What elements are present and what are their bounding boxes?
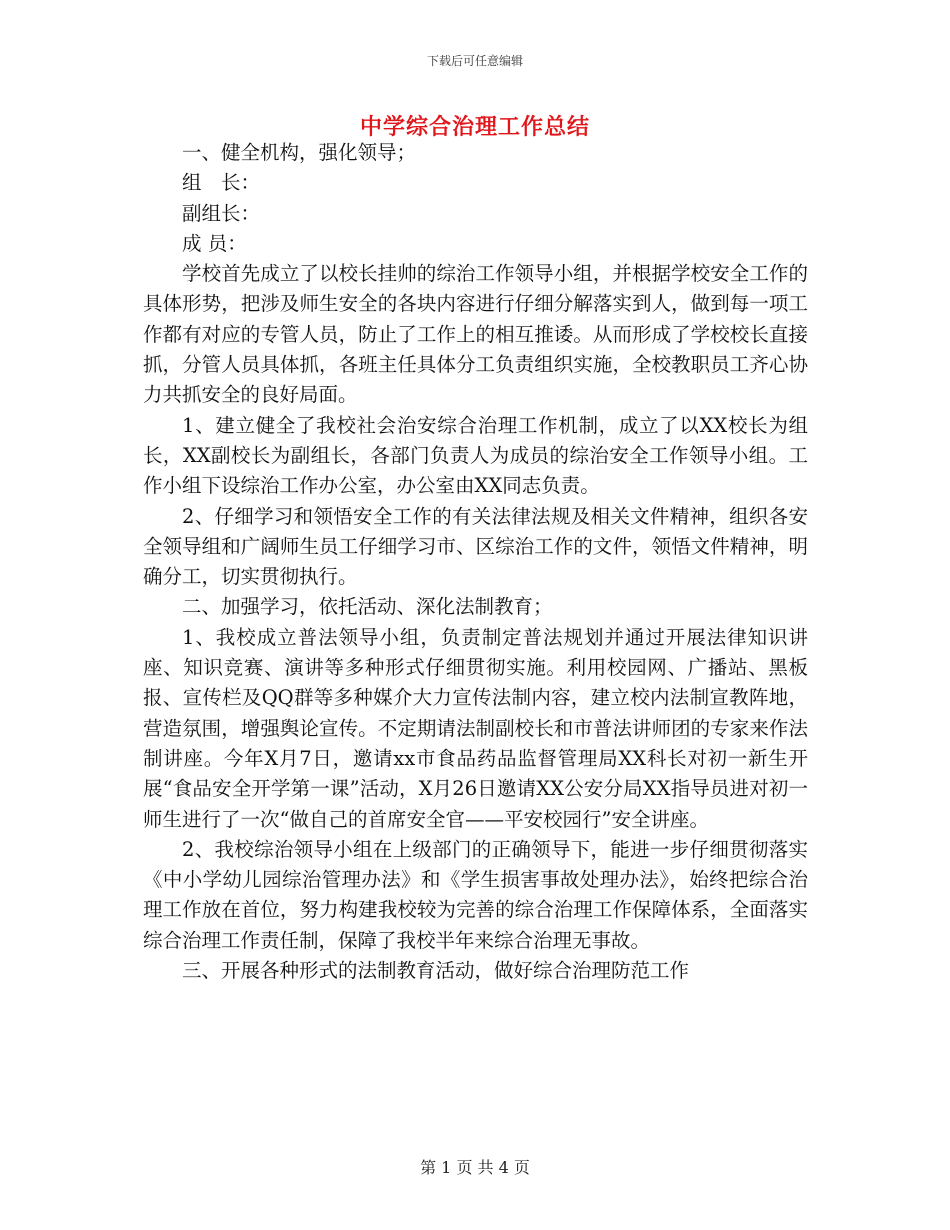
document-title: 中学综合治理工作总结 [359,114,590,140]
section-heading-2: 二、加强学习，依托活动、深化法制教育； [182,595,553,619]
page-header-note: 下载后可任意编辑 [426,54,523,68]
document-body [143,138,808,986]
page-number: 第 1 页 共 4 页 [420,1158,530,1177]
paragraph-overview: 学校首先成立了以校长挂帅的综治工作领导小组，并根据学校安全工作的具体形势，把涉及师生安全的各块内容进行仔细分解落实到人，做到每一项工作都有对应的专管人员，防止了工作上的相互推诿。从而形成了学校校长直接抓，分管人员具体抓，各班主任具体分工负责组织实施，全校教职员工齐心协力共抓安全的良好局面。 [143,262,808,407]
section-heading-1: 一、健全机构，强化领导； [182,141,417,164]
paragraph-law-education-1: 1、我校成立普法领导小组，负责制定普法规划并通过开展法律知识讲座、知识竞赛、演讲等多种形式仔细贯彻实施。利用校园网、广播站、黑板报、宣传栏及QQ群等多种媒介大力宣传法制内容，建立校内法制宣教阵地，营造氛围，增强舆论宣传。不定期请法制副校长和市普法讲师团的专家来作法制讲座。今年X月7日，邀请xx市食品药品监督管理局XX科长对初一新生开展“食品安全开学第一课”活动，X月26日邀请XX公安分局XX指导员进对初一师生进行了一次“做自己的首席安全官——平安校园行”安全讲座。 [143,625,808,831]
paragraph-item-2: 2、仔细学习和领悟安全工作的有关法律法规及相关文件精神，组织各安全领导组和广阔师生员工仔细学习市、区综治工作的文件，领悟文件精神，明确分工，切实贯彻执行。 [143,504,808,589]
leader-label: 组 长： [182,171,261,195]
deputy-leader-label: 副组长： [182,201,261,225]
members-label: 成 员： [182,231,247,255]
section-heading-3: 三、开展各种形式的法制教育活动，做好综合治理防范工作 [182,959,690,983]
paragraph-item-1: 1、建立健全了我校社会治安综合治理工作机制，成立了以XX校长为组长，XX副校长为副组长，各部门负责人为成员的综治安全工作领导小组。工作小组下设综治工作办公室，办公室由XX同志负责。 [143,413,808,498]
paragraph-law-education-2: 2、我校综治领导小组在上级部门的正确领导下，能进一步仔细贯彻落实《中小学幼儿园综治管理办法》和《学生损害事故处理办法》，始终把综合治理工作放在首位，努力构建我校较为完善的综合治理工作保障体系，全面落实综合治理工作责任制，保障了我校半年来综合治理无事故。 [143,837,808,952]
